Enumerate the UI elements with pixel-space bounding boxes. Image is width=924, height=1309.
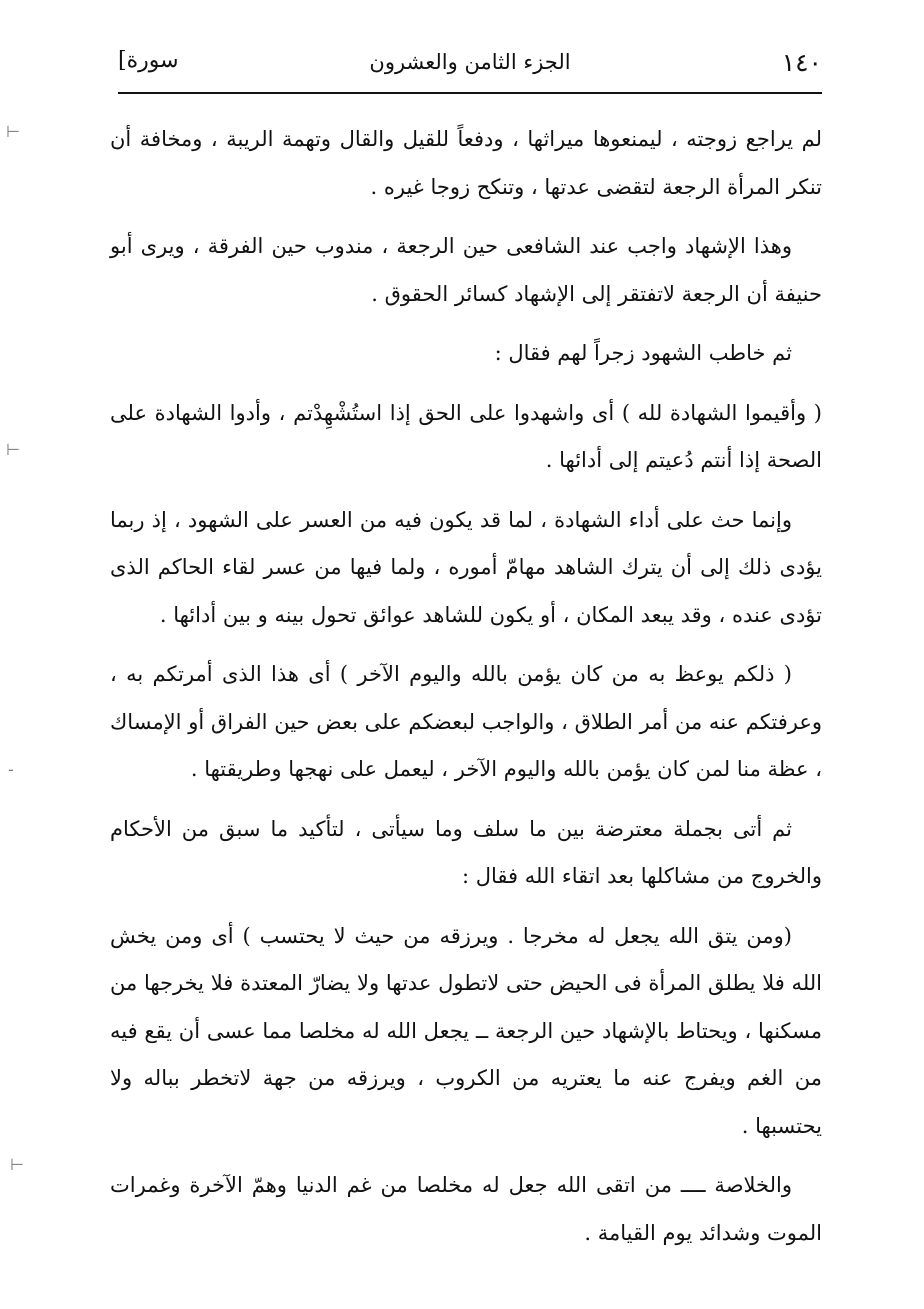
paragraph-9: والخلاصة ــــ من اتقى الله جعل له مخلصا من غم الدنيا وهمّ الآخرة وغمرات الموت وشدائد يوم القيامة . (110, 1173, 822, 1245)
paragraph-4: ( وأقيموا الشهادة لله ) أى واشهدوا على الحق إذا استُشْهِدْتم ، وأدوا الشهادة على الصحة إذا أنتم دُعيتم إلى أدائها . (110, 400, 822, 472)
paragraph-7: ثم أتى بجملة معترضة بين ما سلف وما سيأتى ، لتأكيد ما سبق من الأحكام والخروج من مشاكلها بعد اتقاء الله فقال : (110, 816, 822, 888)
paragraph-1: لم يراجع زوجته ، ليمنعوها ميراثها ، ودفعاً للقيل والقال وتهمة الريبة ، ومخافة أن تنكر المرأة الرجعة لتقضى عدتها ، وتنكح زوجا غيره . (110, 127, 822, 199)
page-body (110, 116, 822, 1269)
paragraph-3: ثم خاطب الشهود زجراً لهم فقال : (494, 341, 792, 365)
paragraph-5: وإنما حث على أداء الشهادة ، لما قد يكون فيه من العسر على الشهود ، إذ ربما يؤدى ذلك إلى أن يترك الشاهد مهامّ أموره ، ولما فيها من عسر لقاء الحاكم الذى تؤدى عنده ، وقد يبعد المكان ، أو يكون للشاهد عوائق تحول بينه و بين أدائها . (110, 507, 822, 627)
surah-label: [سورة (118, 48, 179, 73)
paragraph-6: ( ذلكم يوعظ به من كان يؤمن بالله واليوم الآخر ) أى هذا الذى أمرتكم به ، وعرفتكم عنه من أمر الطلاق ، والواجب لبعضكم على بعض حين الفراق أو الإمساك ، عظة منا لمن كان يؤمن بالله واليوم الآخر ، ليعمل على نهجها وطريقتها . (110, 662, 822, 781)
paragraph-2: وهذا الإشهاد واجب عند الشافعى حين الرجعة ، مندوب حين الفرقة ، ويرى أبو حنيفة أن الرجعة لاتفتقر إلى الإشهاد كسائر الحقوق . (110, 234, 822, 306)
header-rule (118, 92, 822, 94)
margin-mark: ⊢ (10, 1155, 24, 1174)
page-number: ١٤٠ (781, 48, 822, 77)
margin-mark: - (8, 760, 14, 779)
margin-mark: ⊢ (6, 440, 20, 459)
paragraph-8: (ومن يتق الله يجعل له مخرجا . ويرزقه من حيث لا يحتسب ) أى ومن يخش الله فلا يطلق المرأة فى الحيض حتى لاتطول عدتها ولا يضارّ المعتدة فلا يخرجها من مسكنها ، ويحتاط بالإشهاد حين الرجعة ــ يجعل الله له مخلصا مما عسى أن يقع فيه من الغم ويفرج عنه ما يعتريه من الكروب ، ويرزقه من جهة لاتخطر بباله ولا يحتسبها . (110, 923, 822, 1138)
juz-title: الجزء الثامن والعشرون (369, 50, 571, 74)
margin-mark: ⊢ (6, 122, 20, 141)
page-header (118, 44, 822, 88)
